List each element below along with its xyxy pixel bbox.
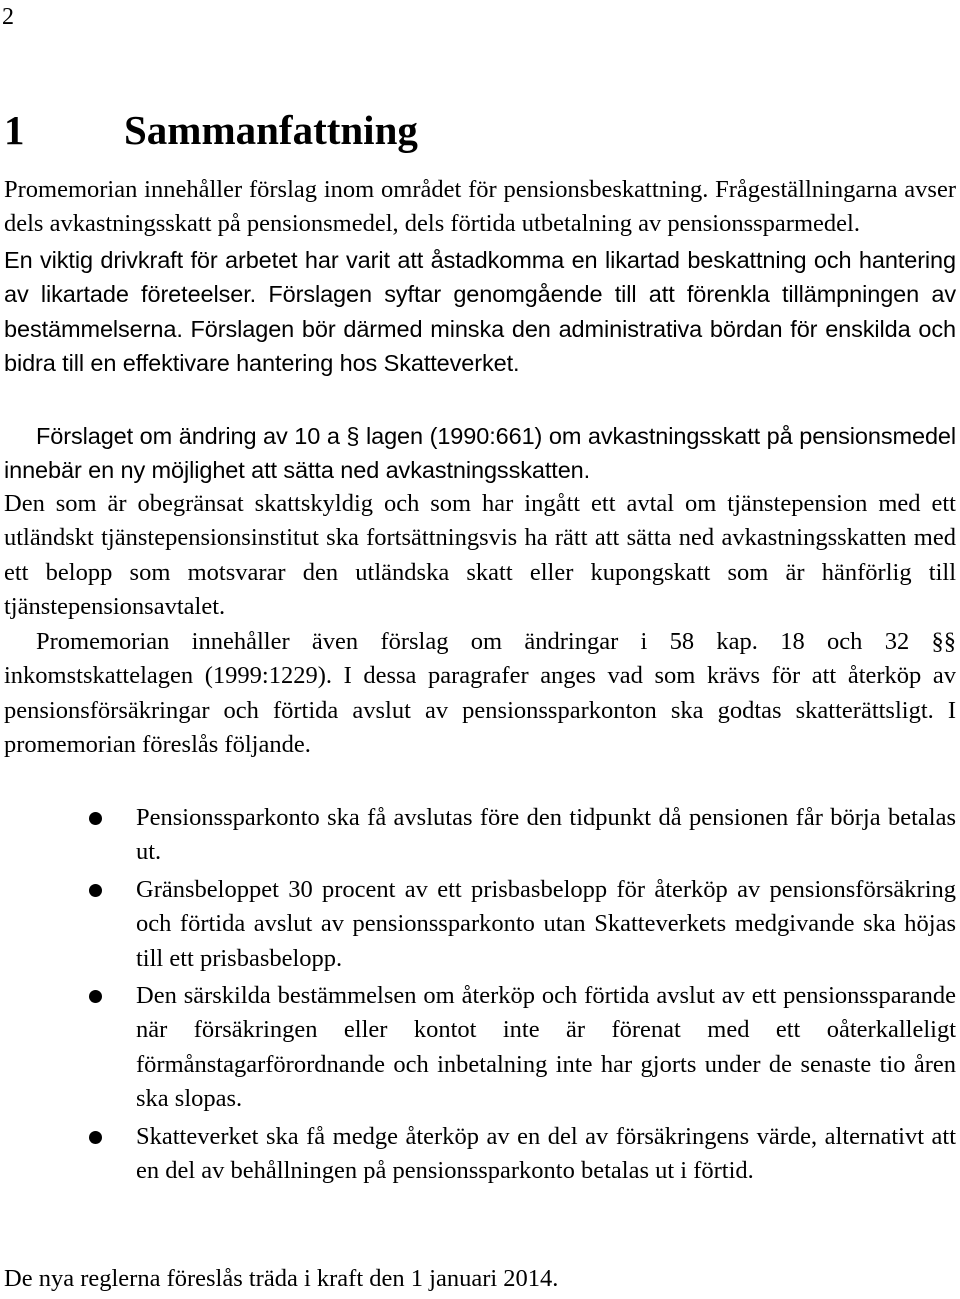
section-number: 1 [4,107,25,153]
list-item [0,801,960,870]
section-heading [4,106,418,154]
proposal-list [0,801,960,1191]
paragraph-intro-continued: En viktig drivkraft för arbetet har varit att åstadkomma en likartad beskattning och hantering av likartade företeelser. Förslagen syftar genomgående till att förenkla tillämpningen av bestämmelserna. Förslagen bör därmed minska den administrativa bördan för enskilda och bidra till en effektivare hantering hos Skatteverket. [4,247,956,377]
list-item-text: Pensionssparkonto ska få avslutas före den tidpunkt då pensionen får börja betalas ut. [136,804,956,866]
section-title: Sammanfattning [124,107,418,153]
paragraph-amendment-continued: Den som är obegränsat skattskyldig och som har ingått ett avtal om tjänstepension med ett utländskt tjänstepensionsinstitut ska fortsättningsvis ha rätt att sätta ned avkastningsskatten med ett belopp som motsvarar den utländska skatt eller kupongskatt som är hänförlig till tjänstepensionsavtalet. [4,490,956,621]
list-item [0,873,960,976]
bullet-icon [89,990,102,1003]
paragraph-income-tax: Promemorian innehåller även förslag om ändringar i 58 kap. 18 och 32 §§ inkomstskattelagen (1999:1229). I dessa paragrafer anges vad som krävs för att återköp av pensionsförsäkringar och förtida avslut av pensionssparkonton ska godtas skatterättsligt. I promemorian föreslås följande. [4,628,956,759]
page-number: 2 [2,4,14,30]
list-item-text: Skatteverket ska få medge återköp av en del av försäkringens värde, alternativt att en del av behållningen på pensionssparkonto betalas ut i förtid. [136,1122,956,1185]
paragraph-amendment: Förslaget om ändring av 10 a § lagen (1990:661) om avkastningsskatt på pensionsmedel innebär en ny möjlighet att sätta ned avkastningsskatten. [4,423,956,484]
bullet-icon [89,884,102,897]
closing-sentence: De nya reglerna föreslås träda i kraft den 1 januari 2014. [4,1265,559,1292]
list-item-text: Den särskilda bestämmelsen om återköp och förtida avslut av ett pensionssparande när försäkringen eller kontot inte är förenat med ett oåterkalleligt förmånstagarförordnande och inbetalning inte har gjorts under de senaste tio åren ska slopas. [136,982,956,1113]
bullet-icon [89,812,102,825]
list-item [0,1120,960,1189]
bullet-icon [89,1131,102,1144]
list-item [0,979,960,1117]
paragraph-intro: Promemorian innehåller förslag inom området för pensionsbeskattning. Frågeställningarna avser dels avkastningsskatt på pensionsmedel, dels förtida utbetalning av pensionssparmedel. [4,176,956,238]
list-item-text: Gränsbeloppet 30 procent av ett prisbasbelopp för återköp av pensionsförsäkring och förtida avslut av pensionssparkonto utan Skatteverkets medgivande ska höjas till ett prisbasbelopp. [136,875,956,972]
